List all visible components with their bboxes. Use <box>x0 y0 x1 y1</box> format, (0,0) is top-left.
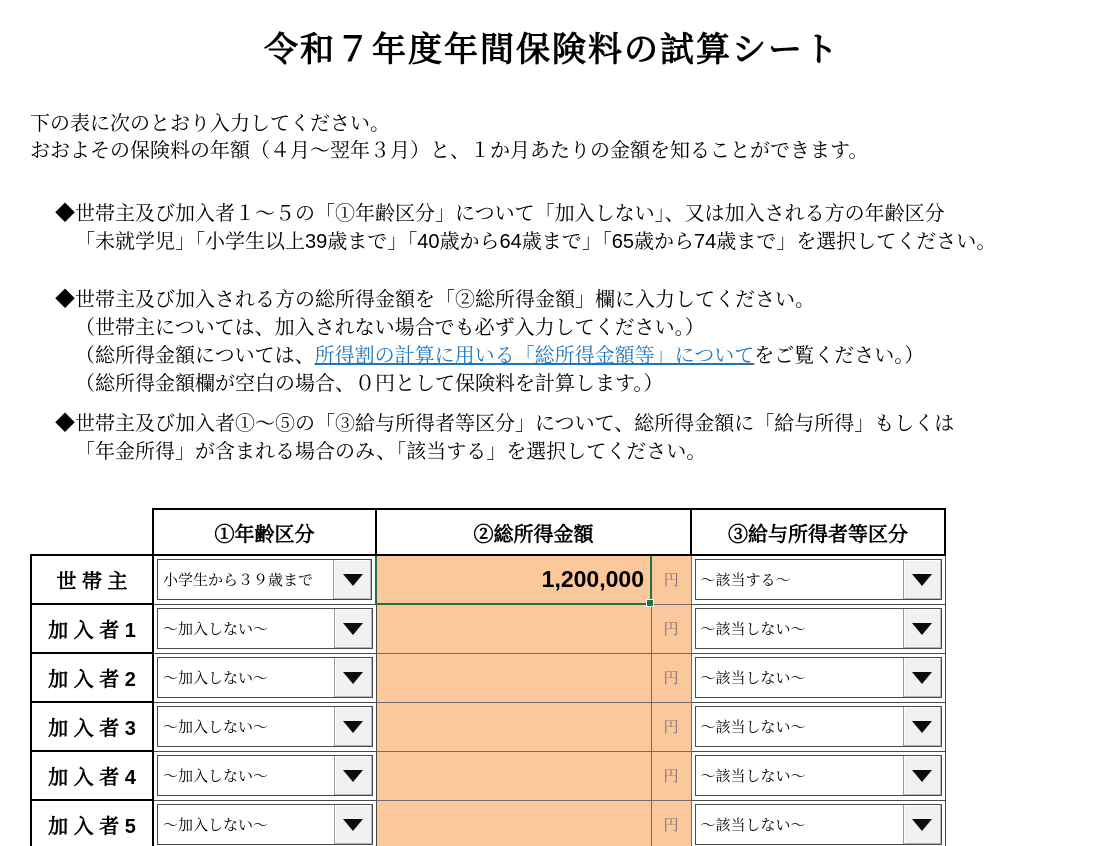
income-cell[interactable] <box>376 800 651 846</box>
bullet2-line3-pre: （総所得金額については、 <box>75 345 315 367</box>
chevron-down-icon <box>343 770 363 782</box>
intro-text <box>30 111 1104 165</box>
category-dropdown-value: ～該当しない～ <box>700 670 806 687</box>
age-dropdown[interactable] <box>157 608 373 649</box>
row-label: 加 入 者 3 <box>31 702 153 751</box>
yen-unit: 円 <box>651 604 691 653</box>
chevron-down-icon <box>343 623 363 635</box>
header-salaried-category: ③給与所得者等区分 <box>691 509 945 555</box>
chevron-down-icon <box>343 819 363 831</box>
category-dropdown-button[interactable] <box>903 805 941 844</box>
intro-line-2: おおよその保険料の年額（４月～翌年３月）と、１か月あたりの金額を知ることができます。 <box>30 140 869 162</box>
age-dropdown-button[interactable] <box>334 707 372 746</box>
category-dropdown-value: ～該当する～ <box>700 572 791 590</box>
category-dropdown-button[interactable] <box>903 707 941 746</box>
bullet3-line-1: ◆世帯主及び加入者①～⑤の「③給与所得者等区分」について、総所得金額に「給与所得」もしくは <box>55 413 955 435</box>
category-dropdown-value: ～該当しない～ <box>700 621 806 638</box>
age-dropdown[interactable] <box>157 657 373 698</box>
income-cell-selected[interactable]: 1,200,000 <box>376 555 651 604</box>
age-dropdown-value: ～加入しない～ <box>163 817 269 834</box>
chevron-down-icon <box>912 770 932 782</box>
category-dropdown-button[interactable] <box>903 756 941 795</box>
income-cell[interactable] <box>376 653 651 702</box>
chevron-down-icon <box>912 623 932 635</box>
category-dropdown-button[interactable] <box>903 560 941 599</box>
yen-unit: 円 <box>651 702 691 751</box>
premium-estimate-table <box>30 508 946 846</box>
bullet2-line-3 <box>75 342 1104 370</box>
row-label: 世 帯 主 <box>31 555 153 604</box>
bullet3-line-2: 「年金所得」が含まれる場合のみ、「該当する」を選択してください。 <box>75 441 707 463</box>
age-dropdown-cell <box>153 555 376 604</box>
age-dropdown-cell <box>153 751 376 800</box>
page-title: 令和７年度年間保険料の試算シート <box>264 31 840 69</box>
chevron-down-icon <box>912 819 932 831</box>
category-dropdown-value: ～該当しない～ <box>700 719 806 736</box>
age-dropdown-cell <box>153 800 376 846</box>
age-dropdown-button[interactable] <box>334 756 372 795</box>
category-dropdown-cell <box>691 702 945 751</box>
yen-unit: 円 <box>651 555 691 604</box>
bullet2-line-4: （総所得金額欄が空白の場合、０円として保険料を計算します。） <box>75 373 664 395</box>
table-row-member-4 <box>31 751 945 800</box>
table-row-member-5 <box>31 800 945 846</box>
age-dropdown[interactable] <box>157 804 373 845</box>
instruction-bullet-category <box>0 410 1104 466</box>
selection-fill-handle[interactable] <box>646 599 654 607</box>
category-dropdown[interactable] <box>695 706 942 747</box>
category-dropdown[interactable] <box>695 559 942 600</box>
row-label: 加 入 者 5 <box>31 800 153 846</box>
age-dropdown-value: ～加入しない～ <box>163 621 269 638</box>
age-dropdown-value: 小学生から３９歳まで <box>163 572 314 590</box>
category-dropdown-button[interactable] <box>903 658 941 697</box>
age-dropdown-button[interactable] <box>334 658 372 697</box>
category-dropdown[interactable] <box>695 755 942 796</box>
category-dropdown-value: ～該当しない～ <box>700 817 806 834</box>
chevron-down-icon <box>343 574 363 586</box>
yen-unit: 円 <box>651 751 691 800</box>
row-label: 加 入 者 4 <box>31 751 153 800</box>
age-dropdown-button[interactable] <box>334 805 372 844</box>
age-dropdown-button[interactable] <box>334 609 372 648</box>
table-row-member-1 <box>31 604 945 653</box>
category-dropdown-cell <box>691 604 945 653</box>
chevron-down-icon <box>912 574 932 586</box>
instruction-bullet-age <box>0 200 1104 256</box>
bullet2-line3-post: をご覧ください。） <box>754 345 925 367</box>
age-dropdown-cell <box>153 653 376 702</box>
age-dropdown-button[interactable] <box>333 560 371 599</box>
age-dropdown[interactable] <box>157 706 373 747</box>
category-dropdown-value: ～該当しない～ <box>700 768 806 785</box>
category-dropdown-button[interactable] <box>903 609 941 648</box>
age-dropdown[interactable] <box>157 559 372 600</box>
category-dropdown-cell <box>691 653 945 702</box>
category-dropdown-cell <box>691 751 945 800</box>
row-label: 加 入 者 2 <box>31 653 153 702</box>
header-age-category: ①年齢区分 <box>153 509 376 555</box>
chevron-down-icon <box>912 672 932 684</box>
table-corner-blank <box>31 509 153 555</box>
row-label: 加 入 者 1 <box>31 604 153 653</box>
table-row-householder <box>31 555 945 604</box>
bullet1-line-2: 「未就学児」「小学生以上39歳まで」「40歳から64歳まで」「65歳から74歳まで」を選択してください。 <box>75 231 997 253</box>
category-dropdown-cell <box>691 800 945 846</box>
instruction-bullet-income <box>0 286 1104 398</box>
category-dropdown-cell <box>691 555 945 604</box>
age-dropdown-cell <box>153 604 376 653</box>
chevron-down-icon <box>343 672 363 684</box>
age-dropdown-value: ～加入しない～ <box>163 768 269 785</box>
intro-line-1: 下の表に次のとおり入力してください。 <box>30 113 390 135</box>
chevron-down-icon <box>912 721 932 733</box>
age-dropdown[interactable] <box>157 755 373 796</box>
income-cell[interactable] <box>376 702 651 751</box>
bullet2-line-1: ◆世帯主及び加入される方の総所得金額を「②総所得金額」欄に入力してください。 <box>55 289 815 311</box>
table-row-member-2 <box>31 653 945 702</box>
bullet1-line-1: ◆世帯主及び加入者１～５の「①年齢区分」について「加入しない」、又は加入される方の年齢区分 <box>55 203 945 225</box>
category-dropdown[interactable] <box>695 657 942 698</box>
income-cell[interactable] <box>376 751 651 800</box>
table-header-row <box>31 509 945 555</box>
category-dropdown[interactable] <box>695 608 942 649</box>
bullet2-line-2: （世帯主については、加入されない場合でも必ず入力してください。） <box>75 317 705 339</box>
header-total-income: ②総所得金額 <box>376 509 691 555</box>
table-row-member-3 <box>31 702 945 751</box>
yen-unit: 円 <box>651 653 691 702</box>
age-dropdown-cell <box>153 702 376 751</box>
age-dropdown-value: ～加入しない～ <box>163 719 269 736</box>
chevron-down-icon <box>343 721 363 733</box>
yen-unit: 円 <box>651 800 691 846</box>
age-dropdown-value: ～加入しない～ <box>163 670 269 687</box>
income-definition-link[interactable]: 所得割の計算に用いる「総所得金額等」について <box>314 345 755 367</box>
income-cell[interactable] <box>376 604 651 653</box>
category-dropdown[interactable] <box>695 804 942 845</box>
